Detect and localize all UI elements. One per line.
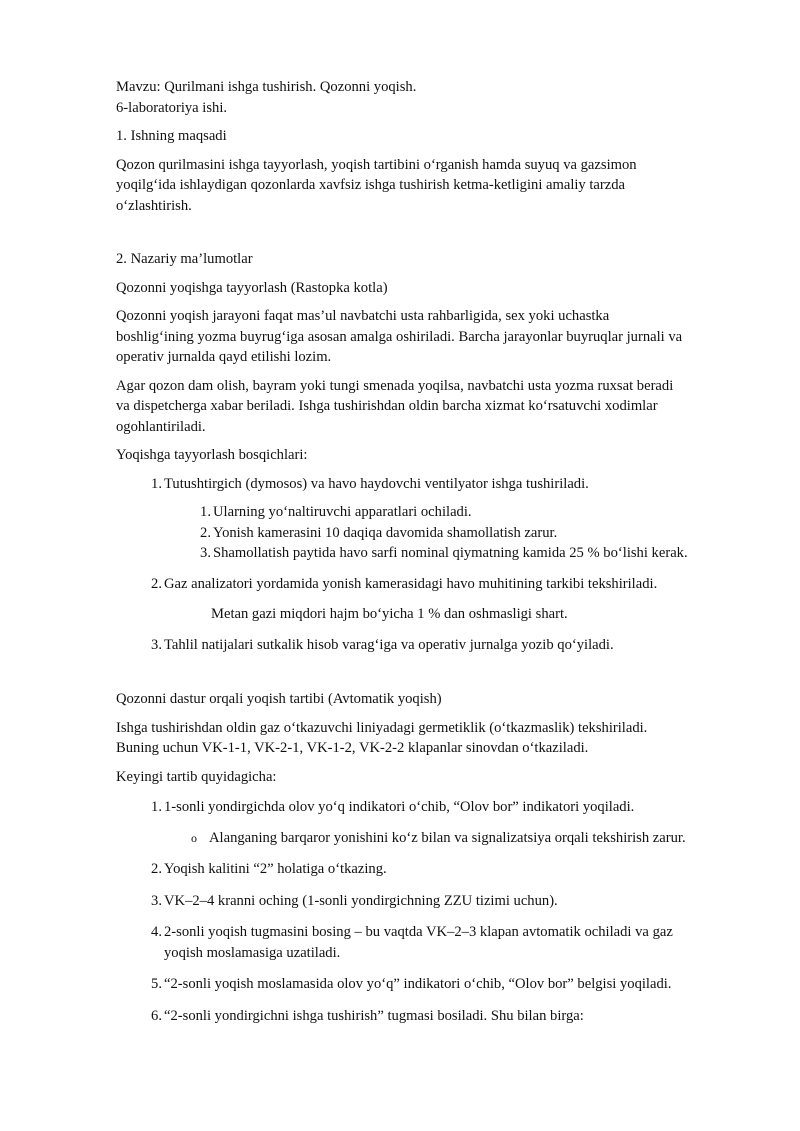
para-line: Ishga tushirishdan oldin gaz o‘tkazuvchi liniyadagi germetiklik (o‘tkazmaslik) tekshiriladi. bbox=[116, 719, 648, 736]
list-item bbox=[116, 797, 748, 818]
list-number: 2. bbox=[151, 575, 162, 592]
list-item bbox=[116, 1006, 748, 1027]
section3-paragraph bbox=[116, 718, 748, 759]
list-item-note: Metan gazi miqdori hajm bo‘yicha 1 % dan oshmasligi shart. bbox=[211, 606, 568, 622]
section2-paragraph-2 bbox=[116, 376, 748, 438]
preparation-steps-list bbox=[116, 474, 748, 656]
sub-list-item bbox=[187, 543, 748, 564]
ignition-steps-list bbox=[116, 797, 748, 1026]
list-item-text: “2-sonli yoqish moslamasida olov yo‘q” indikatori o‘chib, “Olov bor” belgisi yoqiladi. bbox=[164, 976, 672, 992]
list-item bbox=[116, 891, 748, 912]
steps-title: Yoqishga tayyorlash bosqichlari: bbox=[116, 447, 308, 463]
list-item-text: Ularning yo‘naltiruvchi apparatlari ochiladi. bbox=[213, 504, 472, 520]
bullet-text: Alanganing barqaror yonishini ko‘z bilan va signalizatsiya orqali tekshirish zarur. bbox=[209, 829, 686, 846]
sub-list-item bbox=[187, 523, 748, 544]
bullet-item bbox=[116, 828, 748, 849]
list-item bbox=[116, 635, 748, 656]
list-item-text: Tahlil natijalari sutkalik hisob varag‘iga va operativ jurnalga yozib qo‘yiladi. bbox=[164, 636, 614, 653]
sub-list-item bbox=[187, 502, 748, 523]
bullet-marker: o bbox=[191, 830, 197, 845]
para-line: Qozonni yoqish jarayoni faqat mas’ul navbatchi usta rahbarligida, sex yoki uchastka bbox=[116, 308, 610, 324]
list-item bbox=[116, 474, 748, 495]
list-item bbox=[116, 922, 748, 963]
section3-title: Qozonni dastur orqali yoqish tartibi (Avtomatik yoqish) bbox=[116, 691, 442, 707]
para-line: Buning uchun VK-1-1, VK-2-1, VK-1-2, VK-2-2 klapanlar sinovdan o‘tkaziladi. bbox=[116, 740, 589, 756]
list-number: 1. bbox=[200, 504, 211, 520]
list-item-text: Gaz analizatori yordamida yonish kamerasidagi havo muhitining tarkibi tekshiriladi. bbox=[164, 575, 658, 592]
lab-line: 6-laboratoriya ishi. bbox=[116, 99, 228, 116]
order-title: Keyingi tartib quyidagicha: bbox=[116, 768, 277, 785]
para-line: yoqilg‘ida ishlaydigan qozonlarda xavfsiz ishga tushirish ketma-ketligini amaliy tarzda bbox=[116, 177, 626, 193]
section2-subtitle: Qozonni yoqishga tayyorlash (Rastopka kotla) bbox=[116, 279, 388, 296]
list-number: 4. bbox=[151, 924, 162, 940]
list-item bbox=[116, 574, 748, 595]
list-number: 6. bbox=[151, 1007, 162, 1024]
list-item-text bbox=[164, 922, 748, 963]
section1-title: 1. Ishning maqsadi bbox=[116, 128, 227, 144]
list-number: 1. bbox=[151, 475, 162, 492]
list-item-text: 1-sonli yondirgichda olov yo‘q indikatori o‘chib, “Olov bor” indikatori yoqiladi. bbox=[164, 799, 635, 815]
para-line: boshlig‘ining yozma buyrug‘iga asosan amalga oshiriladi. Barcha jarayonlar buyruqlar jurnali va bbox=[116, 328, 683, 345]
para-line: ogohlantiriladi. bbox=[116, 418, 206, 435]
list-item-line: 2-sonli yoqish tugmasini bosing – bu vaqtda VK–2–3 klapan avtomatik ochiladi va gaz bbox=[164, 924, 673, 940]
list-number: 3. bbox=[200, 545, 211, 561]
list-number: 3. bbox=[151, 636, 162, 653]
list-number: 3. bbox=[151, 892, 162, 909]
section1-paragraph bbox=[116, 155, 748, 217]
list-item-line: yoqish moslamasiga uzatiladi. bbox=[164, 944, 341, 961]
list-number: 5. bbox=[151, 976, 162, 992]
list-item-text: “2-sonli yondirgichni ishga tushirish” tugmasi bosiladi. Shu bilan birga: bbox=[164, 1007, 584, 1024]
list-item-text: Tutushtirgich (dymosos) va havo haydovchi ventilyator ishga tushiriladi. bbox=[164, 475, 589, 492]
list-item-text: Yonish kamerasini 10 daqiqa davomida shamollatish zarur. bbox=[213, 524, 558, 541]
document-page bbox=[116, 77, 748, 1026]
list-number: 2. bbox=[151, 861, 162, 877]
topic-line: Mavzu: Qurilmani ishga tushirish. Qozonni yoqish. bbox=[116, 79, 417, 95]
list-item-text: Shamollatish paytida havo sarfi nominal qiymatning kamida 25 % bo‘lishi kerak. bbox=[213, 545, 688, 561]
list-item bbox=[116, 859, 748, 880]
para-line: operativ jurnalda qayd etilishi lozim. bbox=[116, 349, 332, 365]
list-item-text: VK–2–4 kranni oching (1-sonli yondirgichning ZZU tizimi uchun). bbox=[164, 892, 558, 909]
para-line: va dispetcherga xabar beriladi. Ishga tushirishdan oldin barcha xizmat ko‘rsatuvchi xodimlar bbox=[116, 398, 658, 414]
para-line: Qozon qurilmasini ishga tayyorlash, yoqish tartibini o‘rganish hamda suyuq va gazsimon bbox=[116, 156, 637, 173]
para-line: o‘zlashtirish. bbox=[116, 197, 192, 214]
list-item bbox=[116, 974, 748, 995]
list-number: 2. bbox=[200, 524, 211, 541]
list-number: 1. bbox=[151, 799, 162, 815]
para-line: Agar qozon dam olish, bayram yoki tungi smenada yoqilsa, navbatchi usta yozma ruxsat beradi bbox=[116, 377, 674, 394]
section2-title: 2. Nazariy ma’lumotlar bbox=[116, 251, 253, 267]
section2-paragraph-1 bbox=[116, 306, 748, 368]
sub-list bbox=[116, 502, 748, 564]
list-item-text: Yoqish kalitini “2” holatiga o‘tkazing. bbox=[164, 861, 387, 877]
